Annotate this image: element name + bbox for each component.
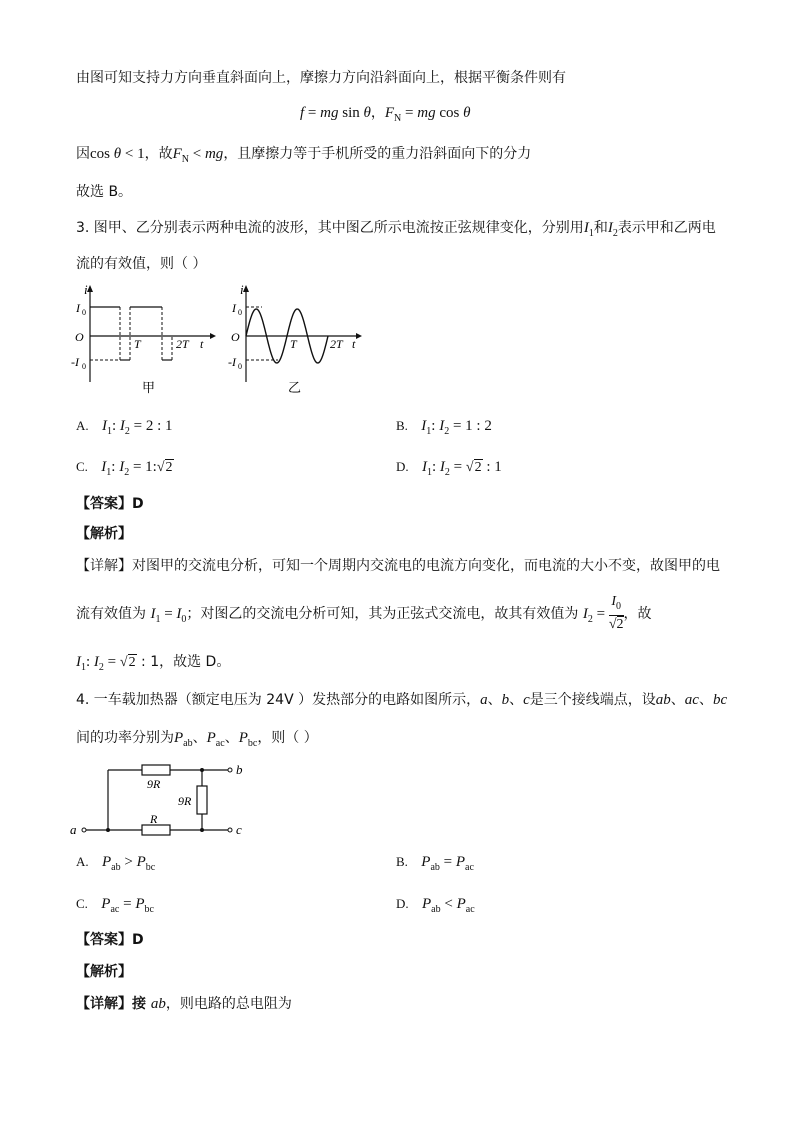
I2-symbol: I bbox=[607, 220, 613, 236]
q4-option-d[interactable]: D. $P_{ab} < P_{ac}$ bbox=[396, 896, 475, 915]
junction-bottom bbox=[200, 828, 204, 832]
q4-option-a[interactable]: A. $P_{ab} > P_{bc}$ bbox=[76, 854, 156, 873]
q4-stem-2b: ，则（ ） bbox=[257, 730, 318, 746]
q3-detail-line-3: $I_1$: $I_2 = √2$ : 1，故选 D。 bbox=[76, 654, 231, 673]
eq-equals: = bbox=[304, 105, 321, 121]
resistor-R-bottom bbox=[142, 825, 170, 835]
label-a: a bbox=[70, 822, 77, 837]
q4-c: c bbox=[523, 692, 530, 708]
jia-label-T: T bbox=[134, 337, 141, 351]
q3-stem-a: 3. 图甲、乙分别表示两种电流的波形，其中图乙所示电流按正弦规律变化，分别用 bbox=[76, 220, 584, 236]
q3-fraction-numerator: I bbox=[611, 594, 617, 609]
q3-stem-line-2 bbox=[76, 254, 206, 274]
junction-top bbox=[200, 768, 204, 772]
q3-detail-c-mid: = bbox=[103, 654, 120, 670]
q4-detail-line bbox=[76, 994, 292, 1014]
jia-caption: 甲 bbox=[142, 380, 156, 395]
yi-label-I0: I bbox=[232, 301, 236, 315]
because-rest: ，且摩擦力等于手机所受的重力沿斜面向下的分力 bbox=[223, 146, 532, 162]
jia-label-t: t bbox=[200, 337, 204, 351]
q4-option-d-op: < bbox=[440, 896, 457, 912]
graph-jia bbox=[70, 282, 220, 398]
eq-theta-2: θ bbox=[463, 105, 471, 121]
q3-detail-a: 【详解】对图甲的交流电分析，可知一个周期内交流电的电流方向变化，而电流的大小不变，故图甲的电 bbox=[76, 558, 720, 574]
jia-label-neg-I0: -I bbox=[71, 355, 79, 369]
mg-symbol: mg bbox=[204, 146, 224, 162]
q3-option-c-label: C. bbox=[76, 459, 88, 474]
because-word: 因 bbox=[76, 146, 90, 162]
q3-option-d-sqrt: √2 bbox=[465, 460, 482, 475]
q4-sub-ab: ab bbox=[183, 738, 193, 749]
q3-detail-radicand: 2 bbox=[128, 655, 136, 670]
therefore-word: ，故 bbox=[144, 146, 173, 162]
lt-symbol: < bbox=[189, 146, 205, 162]
q4-detail-prefix: 【详解】接 bbox=[76, 996, 151, 1012]
eq-mg: mg bbox=[320, 105, 339, 121]
q4-analysis-text: 【解析】 bbox=[76, 964, 132, 980]
I1-symbol: I bbox=[583, 220, 589, 236]
yi-label-i: i bbox=[240, 282, 244, 297]
cos-word: cos bbox=[90, 146, 114, 162]
q4-answer-text: 【答案】D bbox=[76, 932, 144, 948]
eq-equals-2: = bbox=[401, 105, 418, 121]
q4-option-a-label: A. bbox=[76, 854, 89, 869]
eq-mg-2: mg bbox=[417, 105, 436, 121]
q3-option-b-label: B. bbox=[396, 418, 408, 433]
yi-i-arrow bbox=[243, 285, 249, 292]
label-9R-top: 9R bbox=[147, 777, 161, 791]
q3-option-c[interactable]: C. $I_1$: $I_2$ = 1:√2 bbox=[76, 459, 173, 478]
jia-label-i: i bbox=[84, 282, 88, 297]
yi-t-arrow bbox=[356, 333, 362, 339]
resistor-9R-top bbox=[142, 765, 170, 775]
q4-ac: ac bbox=[684, 692, 699, 708]
q3-fraction-denominator: 2 bbox=[616, 617, 624, 632]
q3-stem-line-1 bbox=[76, 218, 716, 244]
jia-i-arrow bbox=[87, 285, 93, 292]
yi-label-t: t bbox=[352, 337, 356, 351]
q3-fraction-numerator-sub: 0 bbox=[616, 601, 622, 612]
q3-detail-sqrt: √2 bbox=[119, 655, 136, 670]
q4-P-ab: P bbox=[174, 730, 184, 746]
q3-option-d-label: D. bbox=[396, 459, 409, 474]
eq-theta: θ bbox=[363, 105, 371, 121]
yi-caption: 乙 bbox=[288, 380, 302, 395]
q3-option-a-colon: : bbox=[112, 418, 120, 434]
q4-option-c[interactable]: C. $P_{ac} = P_{bc}$ bbox=[76, 896, 154, 915]
q3-option-c-value: = 1: bbox=[129, 459, 157, 475]
because-line bbox=[76, 144, 531, 170]
lt-one: < 1 bbox=[121, 146, 145, 162]
yi-label-neg-I0: -I bbox=[228, 355, 236, 369]
yi-label-O: O bbox=[231, 330, 240, 344]
yi-label-2T: 2T bbox=[330, 337, 343, 351]
q3-option-c-sqrt: √2 bbox=[156, 460, 173, 475]
q3-detail-b1: 流有效值为 bbox=[76, 606, 151, 622]
jia-t-arrow bbox=[210, 333, 216, 339]
resistor-9R-vertical bbox=[197, 786, 207, 814]
yi-label-I0-sub: 0 bbox=[238, 308, 242, 317]
choose-line bbox=[76, 182, 132, 202]
q4-option-b-label: B. bbox=[396, 854, 408, 869]
q4-option-d-label: D. bbox=[396, 896, 409, 911]
jia-label-I0: I bbox=[76, 301, 80, 315]
q4-stem-line-1: 4. 一车载加热器（额定电压为 24V ）发热部分的电路如图所示，a、b、c是三个接线端点，设ab、ac、bc bbox=[76, 692, 728, 708]
q4-detail-ab: ab bbox=[150, 996, 166, 1012]
terminal-a bbox=[82, 828, 86, 832]
q3-fraction: $\frac{I_0}{√2}$ bbox=[608, 594, 624, 632]
eq-sin: sin bbox=[338, 105, 364, 121]
jia-label-I0-sub: 0 bbox=[82, 308, 86, 317]
choose-text: 故选 B。 bbox=[76, 184, 133, 200]
graph-yi bbox=[228, 282, 368, 398]
label-R-bottom: R bbox=[150, 812, 158, 826]
q4-ab: ab bbox=[655, 692, 671, 708]
q3-detail-b2: ；对图乙的交流电分析可知，其为正弦式交流电，故其有效值为 bbox=[186, 606, 583, 622]
label-c: c bbox=[236, 822, 242, 837]
terminal-c bbox=[228, 828, 232, 832]
q3-detail-line-2: 流有效值为 $I_1 = I_0$；对图乙的交流电分析可知，其为正弦式交流电，故其有效值为 $I_2$ = $\frac{I_0}{√2}$ ，故 bbox=[76, 594, 652, 632]
eq-N: N bbox=[394, 113, 402, 124]
q4-stem-line-2: 间的功率分别为$P_{ab}$、$P_{ac}$、$P_{bc}$，则（ ） bbox=[76, 730, 318, 749]
q3-option-d-radicand: 2 bbox=[474, 460, 482, 475]
I1-sub: 1 bbox=[588, 228, 594, 239]
I2-sub: 2 bbox=[612, 228, 618, 239]
q3-detail-b-eq: = bbox=[160, 606, 177, 622]
q3-option-b-value: = 1 : 2 bbox=[449, 418, 492, 434]
eq-comma: ， bbox=[370, 105, 385, 121]
eq-F: F bbox=[384, 105, 395, 121]
q3-option-a-value: = 2 : 1 bbox=[129, 418, 173, 434]
q4-analysis bbox=[76, 962, 132, 982]
label-9R-vertical: 9R bbox=[178, 794, 192, 808]
q4-bc: bc bbox=[712, 692, 728, 708]
q3-stem-b: 表示甲和乙两电 bbox=[617, 220, 716, 236]
label-b: b bbox=[236, 762, 243, 777]
q3-analysis-text: 【解析】 bbox=[76, 526, 132, 542]
q3-option-d[interactable]: D. $I_1$: $I_2 = √2$ : 1 bbox=[396, 459, 502, 478]
theta-symbol: θ bbox=[113, 146, 122, 162]
q3-detail-line-1 bbox=[76, 556, 720, 576]
q3-option-d-equals: = bbox=[449, 459, 466, 475]
eq-f: f bbox=[300, 105, 305, 121]
q4-option-b[interactable]: B. $P_{ab} = P_{ac}$ bbox=[396, 854, 474, 873]
q4-circuit bbox=[64, 756, 254, 840]
q4-stem-2a: 间的功率分别为 bbox=[76, 730, 174, 746]
equilibrium-equation bbox=[300, 103, 470, 129]
q4-stem-b: 是三个接线端点，设 bbox=[529, 692, 656, 708]
intro-sentence: 由图可知支持力方向垂直斜面向上，摩擦力方向沿斜面向上，根据平衡条件则有 bbox=[76, 70, 566, 86]
q4-option-a-op: > bbox=[120, 854, 137, 870]
q4-option-c-label: C. bbox=[76, 896, 88, 911]
jia-label-2T: 2T bbox=[176, 337, 189, 351]
q4-option-c-op: = bbox=[119, 896, 136, 912]
F-symbol: F bbox=[172, 146, 182, 162]
jia-label-neg-I0-sub: 0 bbox=[82, 362, 86, 371]
q3-answer bbox=[76, 494, 144, 514]
q4-sub-ac: ac bbox=[215, 738, 225, 749]
q4-a: a bbox=[480, 692, 488, 708]
and-word: 和 bbox=[593, 220, 608, 236]
intro-text bbox=[76, 68, 566, 88]
q3-stem-2: 流的有效值，则（ ） bbox=[76, 256, 207, 272]
q3-option-a[interactable]: A. $I_1$: $I_2 = 2$ : 1 bbox=[76, 418, 173, 437]
q4-answer bbox=[76, 930, 144, 950]
yi-label-neg-I0-sub: 0 bbox=[238, 362, 242, 371]
eq-cos: cos bbox=[435, 105, 464, 121]
q3-detail-c-tail: : 1，故选 D。 bbox=[136, 654, 231, 670]
q4-detail-tail: ，则电路的总电阻为 bbox=[165, 996, 292, 1012]
q4-option-b-op: = bbox=[439, 854, 456, 870]
q3-option-c-radicand: 2 bbox=[165, 460, 173, 475]
q3-option-d-tail: : 1 bbox=[482, 459, 502, 475]
q4-b: b bbox=[501, 692, 510, 708]
q3-analysis bbox=[76, 524, 132, 544]
jia-label-O: O bbox=[75, 330, 84, 344]
q4-stem-a: 4. 一车载加热器（额定电压为 24V ）发热部分的电路如图所示， bbox=[76, 692, 481, 708]
q3-option-a-label: A. bbox=[76, 418, 89, 433]
q3-detail-b3: ，故 bbox=[623, 606, 652, 622]
q4-sub-bc: bc bbox=[247, 738, 258, 749]
terminal-b bbox=[228, 768, 232, 772]
N-subscript: N bbox=[181, 154, 189, 165]
yi-label-T: T bbox=[290, 337, 297, 351]
q3-answer-text: 【答案】D bbox=[76, 496, 144, 512]
junction-left bbox=[106, 828, 110, 832]
q3-option-b[interactable]: B. $I_1$: $I_2 = 1$ : 2 bbox=[396, 418, 492, 437]
